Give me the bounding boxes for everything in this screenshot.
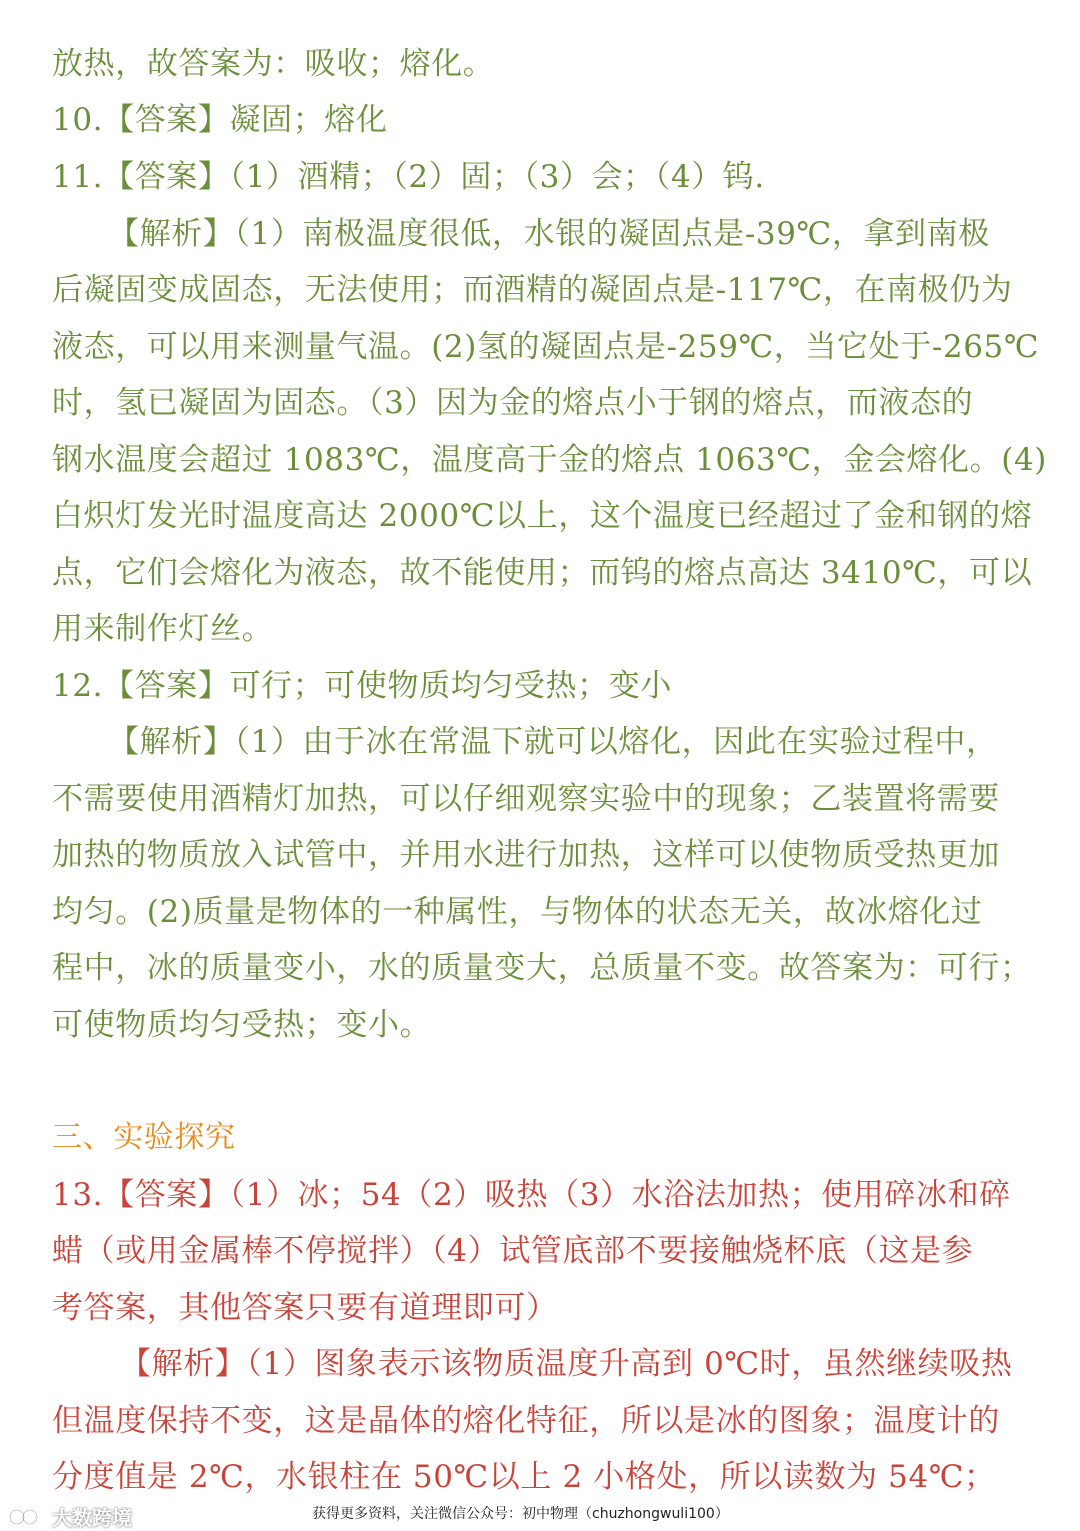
analysis-12-line: 可使物质均匀受热；变小。 [52, 1007, 432, 1043]
page-footer [0, 1502, 1080, 1530]
analysis-13-line: 分度值是 2℃，水银柱在 50℃以上 2 小格处，所以读数为 54℃； [52, 1459, 996, 1495]
watermark-text: 大数跨境 [52, 1506, 132, 1530]
analysis-11-line: 白炽灯发光时温度高达 2000℃以上，这个温度已经超过了金和钢的熔 [52, 498, 1033, 534]
analysis-11-line: 后凝固变成固态，无法使用；而酒精的凝固点是-117℃，在南极仍为 [52, 272, 1013, 308]
answer-13-line: 考答案，其他答案只要有道理即可） [52, 1290, 558, 1326]
analysis-12-line: 均匀。(2)质量是物体的一种属性，与物体的状态无关，故冰熔化过 [52, 894, 983, 930]
analysis-11-line: 时，氢已凝固为固态。（3）因为金的熔点小于钢的熔点，而液态的 [52, 385, 974, 421]
analysis-11-line: 钢水温度会超过 1083℃，温度高于金的熔点 1063℃，金会熔化。(4) [52, 442, 1047, 478]
answer-10: 10.【答案】凝固；熔化 [52, 102, 388, 138]
analysis-12-line: 不需要使用酒精灯加热，可以仔细观察实验中的现象；乙装置将需要 [52, 781, 1000, 817]
analysis-11-line: 液态，可以用来测量气温。(2)氢的凝固点是-259℃，当它处于-265℃ [52, 329, 1040, 365]
answer-12: 12.【答案】可行；可使物质均匀受热；变小 [52, 668, 672, 704]
answer-13-line: 蜡（或用金属棒不停搅拌）（4）试管底部不要接触烧杯底（这是参 [52, 1233, 974, 1269]
analysis-11-line: 点，它们会熔化为液态，故不能使用；而钨的熔点高达 3410℃，可以 [52, 555, 1033, 591]
analysis-11-line: 用来制作灯丝。 [52, 611, 274, 647]
analysis-13-line: 但温度保持不变，这是晶体的熔化特征，所以是冰的图象；温度计的 [52, 1403, 1000, 1439]
analysis-12-line: 程中，冰的质量变小，水的质量变大，总质量不变。故答案为：可行； [52, 950, 1032, 986]
analysis-11-line: 【解析】（1）南极温度很低，水银的凝固点是-39℃，拿到南极 [108, 216, 990, 252]
analysis-12-line: 【解析】（1）由于冰在常温下就可以熔化，因此在实验过程中， [108, 724, 998, 760]
analysis-13-line: 【解析】（1）图象表示该物质温度升高到 0℃时，虽然继续吸热 [120, 1346, 1013, 1382]
text-line: 放热，故答案为：吸收；熔化。 [52, 46, 495, 82]
answer-13: 13.【答案】（1）冰；54（2）吸热（3）水浴法加热；使用碎冰和碎 [52, 1177, 1011, 1213]
answer-11: 11.【答案】（1）酒精；（2）固；（3）会；（4）钨. [52, 159, 765, 195]
section-title: 三、实验探究 [52, 1120, 236, 1155]
footer-text: 获得更多资料，关注微信公众号：初中物理（chuzhongwuli100） [312, 1506, 729, 1522]
watermark-logo-icon [8, 1506, 48, 1528]
analysis-12-line: 加热的物质放入试管中，并用水进行加热，这样可以使物质受热更加 [52, 837, 1000, 873]
